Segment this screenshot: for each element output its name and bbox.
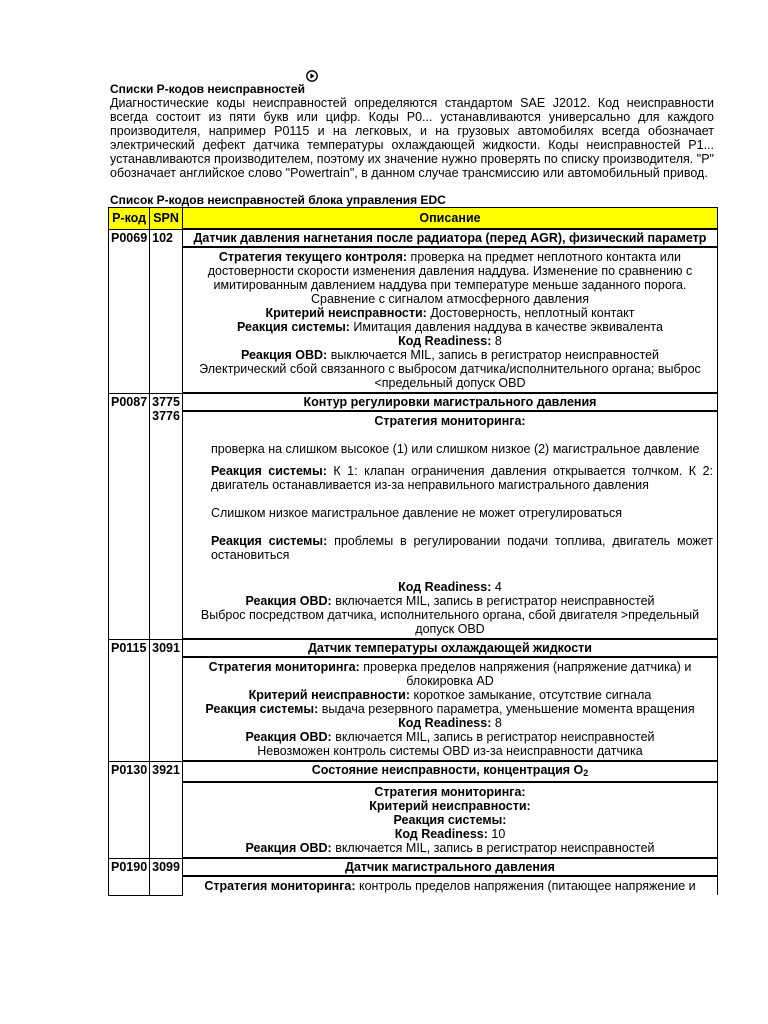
- obd-text: включается MIL, запись в регистратор неисправностей: [335, 594, 655, 608]
- table-row: [109, 393, 718, 411]
- fault-codes-table: [108, 207, 718, 896]
- reaction-label: Реакция системы:: [210, 464, 327, 478]
- criterion-text: короткое замыкание, отсутствие сигнала: [413, 688, 652, 702]
- row-detail: [182, 657, 717, 761]
- reaction-text-2: проблемы в регулировании подачи топлива, двигатель может остановиться: [210, 534, 713, 562]
- table-row: [109, 761, 718, 782]
- table-row-detail: [109, 657, 718, 761]
- obd-label: Реакция OBD:: [245, 594, 332, 608]
- reaction-text: выдача резервного параметра, уменьшение момента вращения: [321, 702, 695, 716]
- readiness-value: 8: [494, 334, 502, 348]
- readiness-label: Код Readiness:: [394, 827, 488, 841]
- row-detail: [182, 411, 717, 639]
- row-code: P0130: [109, 761, 150, 858]
- criterion-text: Достоверность, неплотный контакт: [430, 306, 635, 320]
- reaction-label: Реакция системы:: [237, 320, 350, 334]
- circle-arrow-icon[interactable]: [306, 70, 318, 82]
- obd-label: Реакция OBD:: [245, 730, 332, 744]
- criterion-label: Критерий неисправности:: [265, 306, 427, 320]
- row-spn: 3921: [150, 761, 183, 858]
- row-code: P0115: [109, 639, 150, 761]
- readiness-label: Код Readiness:: [398, 716, 492, 730]
- obd-label: Реакция OBD:: [240, 348, 328, 362]
- row-title: Датчик температуры охлаждающей жидкости: [182, 639, 717, 657]
- strategy-label: Стратегия мониторинга:: [374, 785, 526, 799]
- obd-label: Реакция OBD:: [245, 841, 332, 855]
- spn-value-2: 3776: [152, 408, 180, 423]
- row-title-subscript: 2: [583, 768, 589, 778]
- reaction-label: Реакция системы:: [205, 702, 319, 716]
- intro-paragraph: Диагностические коды неисправностей определяются стандартом SAE J2012. Код неисправности всегда состоит из пяти букв или цифр. Коды P0... устанавливаются универсально для каждого производителя, например P0115 и на легковых, и на грузовых автомобилях всегда обозначает электрический дефект датчика температуры охлаждающей жидкости. Коды неисправностей P1... устанавливаются производителем, поэтому их значение нужно проверять по списку производителя. "P" обозначает английское слово "Powertrain", в данном случае трансмиссию или автомобильный привод.: [110, 96, 714, 180]
- reaction-text: К 1: клапан ограничения давления открывается толчком. К 2: двигатель останавливается из-за неправильного магистрального давления: [210, 464, 713, 492]
- row-title: Датчик магистрального давления: [182, 858, 717, 876]
- row-spn: 102: [150, 229, 183, 393]
- row-note: Электрический сбой связанного с выбросом датчика/исполнительного органа; выброс <предельный допуск OBD: [199, 362, 701, 390]
- row-spn: 3091: [150, 639, 183, 761]
- header-code: P-код: [109, 208, 150, 230]
- row-code: P0069: [109, 229, 150, 393]
- strategy-label: Стратегия мониторинга:: [374, 414, 526, 428]
- row-note: Невозможен контроль системы OBD из-за неисправности датчика: [257, 744, 643, 758]
- table-row-detail: [109, 876, 718, 895]
- strategy-text: проверка на предмет неплотного контакта или достоверности скорости изменения давления наддува. Изменение по сравнению с имитированным давлением наддува при температуре меньше заданного порога. Сравнение с сигналом атмосферного давления: [207, 250, 693, 306]
- reaction-label: Реакция системы:: [393, 813, 507, 827]
- row-spn: 3099: [150, 858, 183, 895]
- readiness-value: 8: [494, 716, 502, 730]
- row-note: Выброс посредством датчика, исполнительного органа, сбой двигателя >предельный допуск OBD: [200, 608, 700, 636]
- strategy-text-2: Слишком низкое магистральное давление не может отрегулироваться: [210, 506, 623, 520]
- obd-text: включается MIL, запись в регистратор неисправностей: [335, 730, 655, 744]
- strategy-label: Стратегия мониторинга:: [204, 879, 356, 893]
- reaction-text: Имитация давления наддува в качестве эквивалента: [353, 320, 663, 334]
- row-detail: [182, 876, 717, 895]
- header-spn: SPN: [150, 208, 183, 230]
- readiness-label: Код Readiness:: [398, 580, 492, 594]
- readiness-label: Код Readiness:: [398, 334, 492, 348]
- row-spn: [150, 393, 183, 639]
- readiness-value: 4: [494, 580, 502, 594]
- obd-text: выключается MIL, запись в регистратор неисправностей: [330, 348, 660, 362]
- table-row-detail: [109, 247, 718, 393]
- row-title: Датчик давления нагнетания после радиатора (перед AGR), физический параметр: [182, 229, 717, 247]
- obd-text: включается MIL, запись в регистратор неисправностей: [335, 841, 655, 855]
- table-row-detail: [109, 782, 718, 858]
- row-title: Контур регулировки магистрального давления: [182, 393, 717, 411]
- page-heading: Списки P-кодов неисправностей: [110, 82, 305, 96]
- header-description: Описание: [182, 208, 717, 230]
- table-row: [109, 639, 718, 657]
- row-detail: [182, 247, 717, 393]
- strategy-label: Стратегия текущего контроля:: [218, 250, 408, 264]
- row-code: P0087: [109, 393, 150, 639]
- table-row: [109, 229, 718, 247]
- criterion-label: Критерий неисправности:: [248, 688, 410, 702]
- table-row-detail: [109, 411, 718, 639]
- table-header-row: [109, 208, 718, 230]
- strategy-text: контроль пределов напряжения (питающее напряжение и: [359, 879, 696, 893]
- reaction-label-2: Реакция системы:: [210, 534, 328, 548]
- spn-value: 3775: [152, 394, 180, 409]
- table-heading: Список P-кодов неисправностей блока управления EDC: [110, 193, 446, 207]
- row-code: P0190: [109, 858, 150, 895]
- strategy-text: проверка на слишком высокое (1) или слишком низкое (2) магистральное давление: [210, 442, 700, 456]
- table-row: [109, 858, 718, 876]
- criterion-label: Критерий неисправности:: [369, 799, 531, 813]
- strategy-label: Стратегия мониторинга:: [208, 660, 360, 674]
- row-title: [182, 761, 717, 782]
- readiness-value: 10: [491, 827, 506, 841]
- strategy-text: проверка пределов напряжения (напряжение датчика) и блокировка AD: [363, 660, 692, 688]
- row-detail: [182, 782, 717, 858]
- row-title-text: Состояние неисправности, концентрация O: [311, 763, 584, 777]
